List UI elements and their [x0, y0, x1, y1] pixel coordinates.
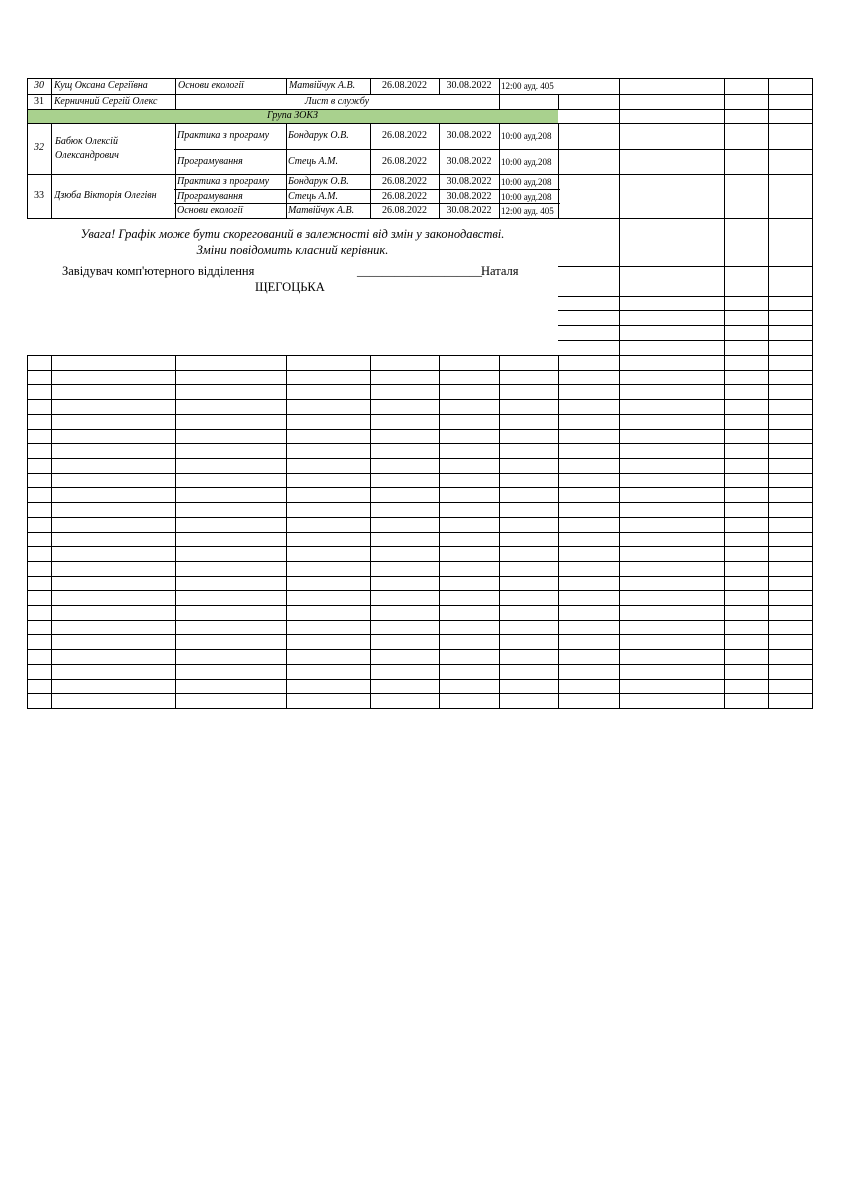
grid-line: [27, 693, 813, 694]
grid-line: [768, 78, 769, 356]
grid-line: [27, 94, 813, 95]
grid-line: [51, 78, 52, 109]
grid-line: [27, 561, 813, 562]
subject: Основи екології: [177, 205, 243, 216]
grid-line: [27, 517, 813, 518]
grid-line: [768, 355, 769, 709]
subject: Програмування: [177, 156, 243, 167]
grid-line: [27, 605, 813, 606]
grid-line: [27, 634, 813, 635]
student-name: Керничний Сергій Олекс: [54, 96, 158, 107]
grid-line: [558, 340, 813, 341]
teacher: Стець А.М.: [288, 191, 338, 202]
grid-line: [27, 620, 813, 621]
grid-line: [558, 325, 813, 326]
grid-line: [27, 123, 813, 124]
grid-line: [499, 355, 500, 709]
warning-line-2: Зміни повідомить класний керівник.: [196, 243, 389, 257]
start-date: 26.08.2022: [382, 205, 427, 216]
teacher: Матвійчук А.В.: [289, 80, 356, 91]
student-name: Дзюба Вікторія Олегівн: [54, 190, 157, 201]
grid-line: [27, 355, 813, 356]
grid-line: [812, 355, 813, 709]
subject: Програмування: [177, 191, 243, 202]
subject: Основи екології: [178, 80, 244, 91]
student-name: Кущ Оксана Сергіївна: [54, 80, 148, 91]
row-number: 30: [34, 80, 44, 91]
signature-blank: ____________________: [357, 264, 482, 278]
grid-line: [619, 78, 620, 356]
grid-line: [286, 123, 287, 219]
teacher: Бондарук О.В.: [288, 176, 349, 187]
grid-line: [27, 458, 813, 459]
time-room: 10:00 ауд.208: [501, 177, 552, 187]
group-title: Група ЗОКЗ: [267, 110, 318, 121]
grid-line: [558, 266, 813, 267]
grid-line: [724, 78, 725, 356]
start-date: 26.08.2022: [382, 191, 427, 202]
warning-line-1: Увага! Графік може бути скорегований в залежності від змін у законодавстві.: [80, 227, 505, 241]
grid-line: [286, 355, 287, 709]
grid-line: [174, 203, 560, 204]
grid-line: [27, 664, 813, 665]
grid-line: [27, 443, 813, 444]
teacher: Стець А.М.: [288, 156, 338, 167]
grid-line: [499, 123, 500, 219]
subject: Практика з програму: [177, 176, 270, 187]
start-date: 26.08.2022: [382, 130, 427, 141]
start-date: 26.08.2022: [382, 176, 427, 187]
start-date: 26.08.2022: [382, 80, 427, 91]
grid-line: [27, 649, 813, 650]
row-number: 33: [34, 190, 44, 201]
grid-line: [27, 590, 813, 591]
grid-line: [27, 546, 813, 547]
grid-line: [499, 78, 500, 109]
grid-line: [27, 708, 813, 709]
grid-line: [558, 355, 559, 709]
signature-first-name: Наталя: [481, 264, 519, 278]
student-name-line2: Олександрович: [55, 150, 119, 161]
time-room: 12:00 ауд. 405: [501, 206, 554, 216]
grid-line: [27, 487, 813, 488]
time-room: 10:00 ауд.208: [501, 192, 552, 202]
grid-line: [51, 355, 52, 709]
grid-line: [174, 149, 813, 150]
grid-line: [439, 355, 440, 709]
grid-line: [175, 355, 176, 709]
grid-line: [51, 123, 52, 219]
time-room: 10:00 ауд.208: [501, 131, 552, 141]
grid-line: [175, 123, 176, 219]
end-date: 30.08.2022: [446, 176, 492, 187]
end-date: 30.08.2022: [446, 191, 492, 202]
grid-line: [27, 532, 813, 533]
end-date: 30.08.2022: [446, 80, 492, 91]
teacher: Бондарук О.В.: [288, 130, 349, 141]
row-number: 31: [34, 96, 44, 107]
subject: Практика з програму: [177, 130, 270, 141]
grid-line: [619, 355, 620, 709]
grid-line: [812, 78, 813, 356]
teacher: Матвійчук А.В.: [288, 205, 355, 216]
signature-position: Завідувач комп'ютерного відділення: [62, 264, 255, 278]
grid-line: [558, 296, 813, 297]
end-date: 30.08.2022: [446, 130, 492, 141]
student-name-line1: Бабюк Олексій: [55, 136, 118, 147]
grid-line: [27, 679, 813, 680]
time-room: 10:00 ауд.208: [501, 157, 552, 167]
start-date: 26.08.2022: [382, 156, 427, 167]
grid-line: [27, 473, 813, 474]
grid-line: [27, 370, 813, 371]
end-date: 30.08.2022: [446, 205, 492, 216]
grid-line: [286, 78, 287, 94]
grid-line: [27, 576, 813, 577]
grid-line: [27, 218, 813, 219]
grid-line: [27, 355, 28, 709]
grid-line: [724, 355, 725, 709]
grid-line: [27, 78, 813, 79]
grid-line: [27, 399, 813, 400]
row-number: 32: [34, 142, 44, 153]
time-room: 12:00 ауд. 405: [501, 81, 554, 91]
note: Лист в службу: [304, 96, 370, 107]
grid-line: [27, 502, 813, 503]
grid-line: [370, 355, 371, 709]
grid-line: [27, 384, 813, 385]
grid-line: [27, 429, 813, 430]
grid-line: [174, 189, 560, 190]
grid-line: [558, 123, 559, 219]
signature-last-name: ЩЕГОЦЬКА: [255, 280, 325, 294]
grid-line: [558, 94, 559, 109]
grid-line: [27, 414, 813, 415]
grid-line: [558, 310, 813, 311]
end-date: 30.08.2022: [446, 156, 492, 167]
grid-line: [27, 174, 813, 175]
